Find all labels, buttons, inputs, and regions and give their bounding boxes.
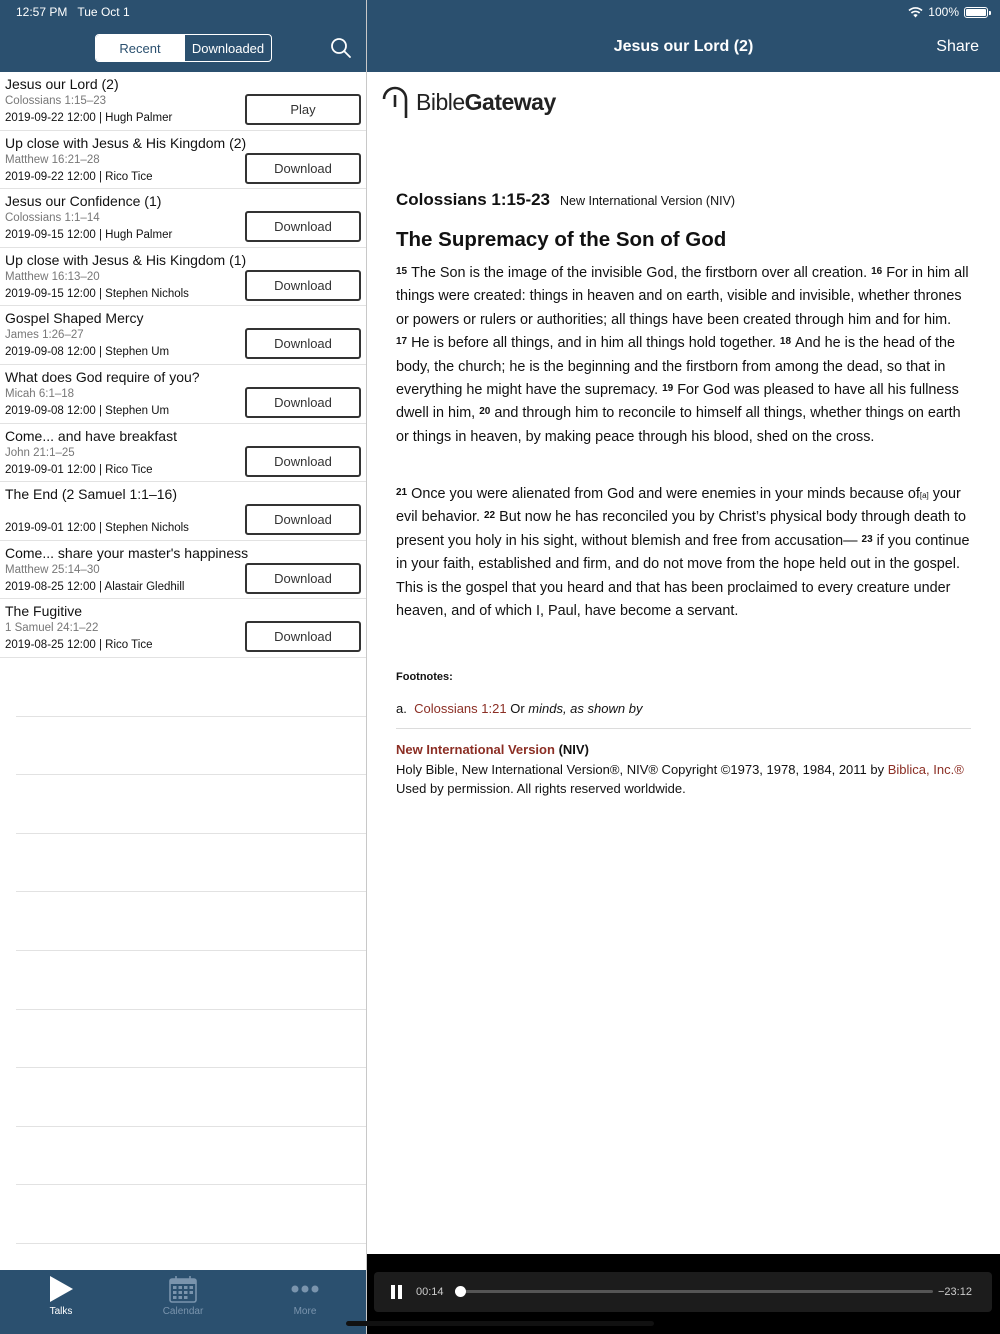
passage-paragraph (396, 262, 976, 449)
passage-reference: Colossians 1:15-23 (396, 190, 551, 209)
talk-row[interactable] (0, 189, 366, 248)
verse-text: He is before all things, and in him all things hold together. (411, 335, 776, 352)
empty-row (16, 1010, 366, 1069)
talk-meta: 2019-09-15 12:00 | Hugh Palmer (5, 229, 173, 242)
talk-meta: 2019-09-01 12:00 | Stephen Nichols (5, 522, 189, 535)
footnote-reference-link[interactable]: Colossians 1:21 (414, 701, 507, 716)
verse-number: 20 (479, 406, 491, 418)
talk-row[interactable] (0, 72, 366, 131)
segment-recent[interactable]: Recent (96, 35, 184, 61)
version-link[interactable]: New International Version (396, 742, 555, 757)
talk-title: Jesus our Confidence (1) (5, 193, 162, 210)
talks-pane (0, 0, 366, 1334)
empty-row (16, 1127, 366, 1186)
verse-text: if you continue in your faith, established and firm, and do not move from the hope held out in the gospel. This is the gospel that you heard and that has been proclaimed to every creature under heaven, and of which I, Paul, have become a servant. (396, 532, 970, 620)
talk-meta: 2019-09-15 12:00 | Stephen Nichols (5, 287, 189, 300)
verse-text: The Son is the image of the invisible God, the firstborn over all creation. (411, 265, 868, 281)
download-button[interactable]: Download (245, 211, 361, 242)
status-indicators (908, 5, 988, 19)
download-button[interactable]: Download (245, 504, 361, 535)
talk-passage: John 21:1–25 (5, 446, 75, 459)
tab-label: Calendar (162, 1306, 204, 1317)
tab-label: Talks (49, 1306, 73, 1317)
verse-number: 16 (871, 266, 883, 277)
talk-passage: 1 Samuel 24:1–22 (5, 622, 99, 635)
talk-meta: 2019-09-22 12:00 | Hugh Palmer (5, 112, 173, 124)
talk-title: The Fugitive (5, 603, 83, 620)
biblegateway-mark-icon (380, 85, 410, 119)
status-bar (0, 0, 1000, 22)
talk-meta: 2019-08-25 12:00 | Rico Tice (5, 639, 153, 652)
verse-text: For God was pleased to have all his fullness dwell in him, (396, 382, 959, 422)
scrubber-track[interactable] (455, 1290, 933, 1293)
talk-row[interactable] (0, 599, 366, 658)
passage-version: New International Version (NIV) (560, 194, 736, 208)
verse-number: 17 (396, 336, 408, 348)
download-button[interactable]: Download (245, 621, 361, 652)
talk-title: The End (2 Samuel 1:1–16) (5, 486, 177, 503)
version-abbr: (NIV) (558, 742, 589, 757)
talk-passage: Colossians 1:15–23 (5, 95, 107, 107)
talk-meta: 2019-09-08 12:00 | Stephen Um (5, 404, 170, 417)
calendar-icon (169, 1275, 197, 1303)
footnote-item (396, 701, 642, 716)
talk-meta: 2019-09-01 12:00 | Rico Tice (5, 463, 153, 476)
talk-passage: James 1:26–27 (5, 329, 84, 342)
logo-text-gateway: Gateway (464, 88, 556, 115)
scrubber-knob[interactable] (455, 1286, 466, 1297)
footnote-or: Or (510, 701, 525, 716)
bible-passage-view (367, 72, 1000, 1254)
verse-text: And he is the head of the body, the church; he is the beginning and the firstborn from among the dead, so that in everything he might have the supremacy. (396, 335, 956, 399)
talk-title: Come... and have breakfast (5, 427, 177, 444)
empty-row (16, 1185, 366, 1244)
remaining-time: −23:12 (938, 1286, 972, 1298)
logo-text (416, 89, 556, 116)
talk-passage: Colossians 1:1–14 (5, 212, 100, 225)
status-clock (16, 5, 130, 19)
talk-title: Gospel Shaped Mercy (5, 310, 144, 327)
passage-header (396, 190, 735, 210)
talk-list (0, 72, 366, 658)
talk-title: Up close with Jesus & His Kingdom (1) (5, 251, 247, 268)
footnote-letter: a. (396, 701, 407, 716)
talk-title: What does God require of you? (5, 368, 200, 385)
verse-text: But now he has reconciled you by Christ’s physical body through death to present you holy in his sight, without blemish and free from accusation— (396, 509, 967, 549)
talk-meta: 2019-08-25 12:00 | Alastair Gledhill (5, 580, 185, 593)
talk-title: Up close with Jesus & His Kingdom (2) (5, 134, 247, 151)
talk-title: Come... share your master's happiness (5, 544, 249, 561)
battery-icon (964, 7, 988, 18)
publisher-link[interactable]: Biblica, Inc.® (887, 761, 964, 777)
play-icon (48, 1275, 74, 1303)
tab-label: More (293, 1306, 317, 1317)
talk-passage: Micah 6:1–18 (5, 387, 75, 400)
talk-row[interactable] (0, 365, 366, 424)
verse-text: For in him all things were created: things in heaven and on earth, visible and invisible, whether thrones or powers or rulers or authorities; all things have been created through him and for him. (396, 265, 969, 328)
download-button[interactable]: Download (245, 328, 361, 359)
home-indicator (346, 1321, 654, 1326)
empty-row (16, 834, 366, 893)
recent-downloaded-segmented-control (95, 34, 272, 62)
logo-text-bible: Bible (416, 88, 465, 115)
empty-row (16, 1068, 366, 1127)
talk-row[interactable] (0, 248, 366, 307)
empty-row (16, 658, 366, 717)
section-heading: The Supremacy of the Son of God (396, 228, 727, 251)
battery-percent: 100% (928, 5, 959, 19)
download-button[interactable]: Download (245, 387, 361, 418)
talk-row[interactable] (0, 482, 366, 541)
empty-row (16, 775, 366, 834)
verse-number: 21 (396, 487, 408, 498)
copyright-text: Holy Bible, New International Version®, NIV® Copyright ©1973, 1978, 1984, 2011 by (396, 761, 885, 777)
tab-bar (0, 1270, 366, 1334)
verse-number: 19 (662, 383, 674, 395)
download-button[interactable]: Download (245, 563, 361, 594)
verse-text: and through him to reconcile to himself all things, whether things on earth or things in heaven, by making peace through his blood, shed on the cross. (396, 405, 961, 445)
empty-list-rows (16, 658, 366, 1244)
verse-text: your evil behavior. (396, 486, 961, 526)
verse-number: 18 (779, 336, 792, 348)
verse-number: 23 (861, 533, 873, 545)
status-date: Tue Oct 1 (77, 5, 130, 19)
empty-row (16, 951, 366, 1010)
footnote-separator (396, 728, 971, 729)
footnote-marker[interactable]: [a] (919, 491, 929, 500)
share-button[interactable]: Share (936, 38, 979, 55)
pause-icon[interactable] (391, 1285, 403, 1299)
status-time: 12:57 PM (16, 5, 68, 19)
copyright-text: Used by permission. All rights reserved worldwide. (396, 781, 686, 796)
talk-row[interactable] (0, 424, 366, 483)
wifi-icon (908, 7, 923, 18)
detail-title: Jesus our Lord (2) (613, 38, 754, 55)
talk-meta: 2019-09-08 12:00 | Stephen Um (5, 346, 170, 359)
more-icon (291, 1284, 319, 1294)
download-button[interactable]: Download (245, 446, 361, 477)
play-button[interactable]: Play (245, 94, 361, 125)
talk-passage: Matthew 25:14–30 (5, 563, 100, 576)
talk-passage: Matthew 16:13–20 (5, 270, 100, 283)
segment-downloaded[interactable]: Downloaded (184, 35, 271, 61)
talk-meta: 2019-09-22 12:00 | Rico Tice (5, 170, 153, 183)
passage-paragraph (396, 483, 976, 623)
footnotes-label: Footnotes: (396, 671, 453, 683)
empty-row (16, 717, 366, 776)
verse-number: 15 (396, 266, 408, 277)
talk-passage: Matthew 16:21–28 (5, 153, 100, 166)
tab-talks[interactable] (0, 1270, 122, 1334)
tab-calendar[interactable] (122, 1270, 244, 1334)
download-button[interactable]: Download (245, 270, 361, 301)
verse-number: 22 (484, 510, 496, 522)
search-icon[interactable] (330, 37, 352, 59)
talk-row[interactable] (0, 541, 366, 600)
elapsed-time: 00:14 (416, 1286, 444, 1298)
copyright-notice (396, 740, 971, 799)
verse-text: Once you were alienated from God and were enemies in your minds because of (411, 486, 920, 502)
talk-row[interactable] (0, 131, 366, 190)
talk-title: Jesus our Lord (2) (5, 76, 119, 92)
player-controls (374, 1272, 992, 1312)
download-button[interactable]: Download (245, 153, 361, 184)
footnote-text: minds, as shown by (528, 701, 643, 716)
empty-row (16, 892, 366, 951)
biblegateway-logo (380, 85, 556, 119)
talk-row[interactable] (0, 306, 366, 365)
